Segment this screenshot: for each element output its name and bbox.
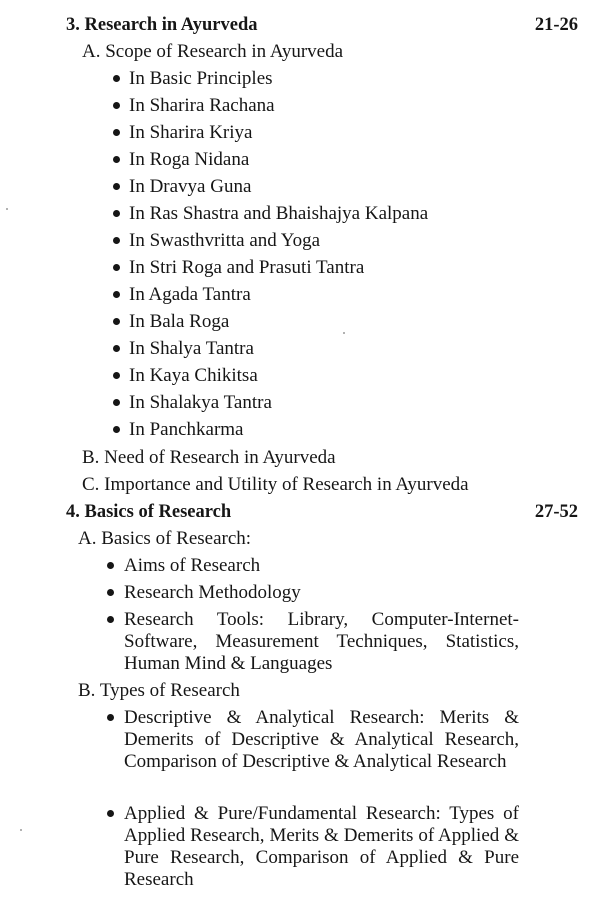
bullet-icon — [113, 102, 120, 109]
list-item: Research Tools: Library, Computer-Internet-Software, Measurement Techniques, Statistics, Human Mind & Languages — [124, 609, 519, 674]
list-item: In Sharira Kriya — [129, 122, 253, 143]
chapter-4-pages: 27-52 — [534, 502, 578, 522]
section-3a-title: A. Scope of Research in Ayurveda — [82, 41, 344, 62]
scan-speck — [20, 829, 22, 831]
list-item: In Agada Tantra — [129, 284, 251, 305]
bullet-icon — [113, 129, 120, 136]
list-item: In Roga Nidana — [129, 149, 250, 170]
section-4b-title: B. Types of Research — [78, 680, 240, 701]
bullet-icon — [113, 318, 120, 325]
bullet-icon — [113, 237, 120, 244]
bullet-icon — [113, 210, 120, 217]
chapter-3-title: 3. Research in Ayurveda — [66, 15, 258, 35]
list-item: In Bala Roga — [129, 311, 230, 332]
bullet-icon — [113, 75, 120, 82]
section-4a-title: A. Basics of Research: — [78, 528, 252, 549]
section-3b-title: B. Need of Research in Ayurveda — [82, 447, 336, 468]
bullet-icon — [107, 562, 114, 569]
list-item: In Dravya Guna — [129, 176, 252, 197]
list-item: Descriptive & Analytical Research: Merits & Demerits of Descriptive & Analytical Research, Comparison of Descriptive & Analytical Research — [124, 707, 519, 772]
list-item: In Ras Shastra and Bhaishajya Kalpana — [129, 203, 429, 224]
bullet-icon — [107, 616, 114, 623]
list-item: In Sharira Rachana — [129, 95, 275, 116]
list-item: In Kaya Chikitsa — [129, 365, 258, 386]
bullet-icon — [113, 264, 120, 271]
list-item: Aims of Research — [124, 555, 261, 576]
scan-speck — [6, 208, 8, 210]
list-item: In Panchkarma — [129, 419, 244, 440]
list-item: Applied & Pure/Fundamental Research: Types of Applied Research, Merits & Demerits of Applied & Pure Research, Comparison of Applied & Pure Research — [124, 803, 519, 890]
list-item: In Shalya Tantra — [129, 338, 254, 359]
section-3c-title: C. Importance and Utility of Research in Ayurveda — [82, 474, 469, 495]
chapter-3-pages: 21-26 — [534, 15, 578, 35]
list-item: In Shalakya Tantra — [129, 392, 272, 413]
bullet-icon — [107, 714, 114, 721]
chapter-4-title: 4. Basics of Research — [66, 502, 232, 522]
bullet-icon — [113, 345, 120, 352]
bullet-icon — [113, 426, 120, 433]
list-item: In Swasthvritta and Yoga — [129, 230, 321, 251]
bullet-icon — [107, 589, 114, 596]
list-item: In Basic Principles — [129, 68, 273, 89]
list-item: Research Methodology — [124, 582, 301, 603]
bullet-icon — [113, 372, 120, 379]
list-item: In Stri Roga and Prasuti Tantra — [129, 257, 365, 278]
bullet-icon — [113, 183, 120, 190]
bullet-icon — [113, 156, 120, 163]
bullet-icon — [113, 291, 120, 298]
bullet-icon — [113, 399, 120, 406]
bullet-icon — [107, 810, 114, 817]
scan-speck — [343, 332, 345, 334]
